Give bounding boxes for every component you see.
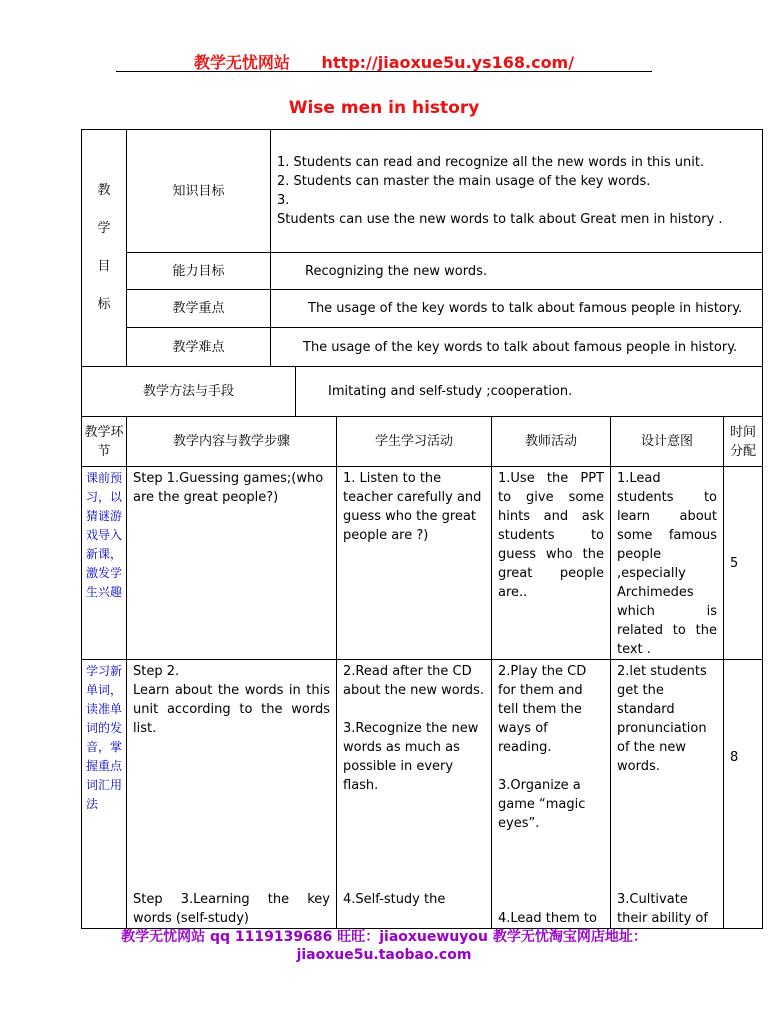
teacher-activity: 3.Organize a game “magic eyes”.: [498, 778, 586, 831]
objectives-side-label: [82, 130, 127, 367]
key-point-label: 教学重点: [127, 290, 271, 328]
objective-line: 1. Students can read and recognize all the new words in this unit.: [277, 155, 705, 170]
side-char: 标: [97, 297, 111, 312]
ability-objective-text: Recognizing the new words.: [271, 253, 763, 290]
difficulty-label: 教学难点: [127, 328, 271, 367]
header-intent: 设计意图: [611, 417, 724, 467]
header-student: 学生学习活动: [337, 417, 492, 467]
method-text: Imitating and self-study ;cooperation.: [296, 367, 763, 417]
site-brand: 教学无忧网站: [193, 53, 290, 72]
side-char: 学: [97, 221, 111, 236]
intent-cell: 1.Lead students to learn about some famous people ,especially Archimedes which is related to the text .: [611, 467, 724, 660]
teacher-activity: 2.Play the CD for them and tell them the ways of reading.: [498, 664, 587, 755]
header-divider: [116, 71, 652, 72]
key-point-text: The usage of the key words to talk about famous people in history.: [271, 290, 763, 328]
content-step: Step 3.Learning the key words (self-study): [133, 892, 330, 926]
teacher-cell: [492, 660, 611, 929]
process-table: [81, 416, 763, 929]
footer-contact: 教学无忧网站 qq 1119139686 旺旺：jiaoxuewuyou 教学无忧淘宝网店地址：: [121, 929, 647, 945]
header-time: 时间分配: [724, 417, 763, 467]
time-cell: 8: [724, 660, 763, 929]
student-cell: [337, 660, 492, 929]
content-cell: Step 1.Guessing games;(who are the great people?): [127, 467, 337, 660]
teacher-cell: 1.Use the PPT to give some hints and ask students to guess who the great people are..: [492, 467, 611, 660]
knowledge-objective-label: 知识目标: [127, 130, 271, 253]
method-label: 教学方法与手段: [82, 367, 296, 417]
side-char: 目: [97, 259, 111, 274]
difficulty-text: The usage of the key words to talk about famous people in history.: [271, 328, 763, 367]
stage-cell: 课前预习，以猜谜游戏导入新课，激发学生兴趣: [82, 467, 127, 660]
site-header: [0, 50, 768, 73]
teacher-activity: 4.Lead them to: [498, 911, 597, 926]
footer-shop-link[interactable]: jiaoxue5u.taobao.com: [296, 947, 472, 963]
intent-text: 3.Cultivate their ability of: [617, 892, 708, 926]
content-cell: [127, 660, 337, 929]
document-title: Wise men in history: [288, 98, 480, 118]
page-footer: [0, 928, 768, 964]
method-table: [81, 366, 763, 417]
student-cell: 1. Listen to the teacher carefully and guess who the great people are ?): [337, 467, 492, 660]
student-activity: 4.Self-study the: [343, 892, 446, 907]
stage-cell: 学习新单词，读准单词的发音，掌握重点词汇用法: [82, 660, 127, 929]
content-step: Learn about the words in this unit according to the words list.: [133, 683, 330, 736]
student-activity: 3.Recognize the new words as much as possible in every flash.: [343, 721, 479, 793]
objective-line: 3.: [277, 193, 290, 208]
side-char: 教: [97, 183, 111, 198]
header-teacher: 教师活动: [492, 417, 611, 467]
intent-text: 2.let students get the standard pronunciation of the new words.: [617, 664, 707, 774]
student-activity: 2.Read after the CD about the new words.: [343, 664, 484, 698]
header-stage: 教学环节: [82, 417, 127, 467]
objective-line: Students can use the new words to talk about Great men in history .: [277, 212, 723, 227]
header-content: 教学内容与教学步骤: [127, 417, 337, 467]
objectives-table: [81, 129, 763, 367]
time-cell: 5: [724, 467, 763, 660]
ability-objective-label: 能力目标: [127, 253, 271, 290]
site-url-link[interactable]: http://jiaoxue5u.ys168.com/: [321, 53, 575, 72]
knowledge-objective-text: [271, 130, 763, 253]
intent-cell: [611, 660, 724, 929]
content-step: Step 2.: [133, 664, 180, 679]
objective-line: 2. Students can master the main usage of the key words.: [277, 174, 651, 189]
